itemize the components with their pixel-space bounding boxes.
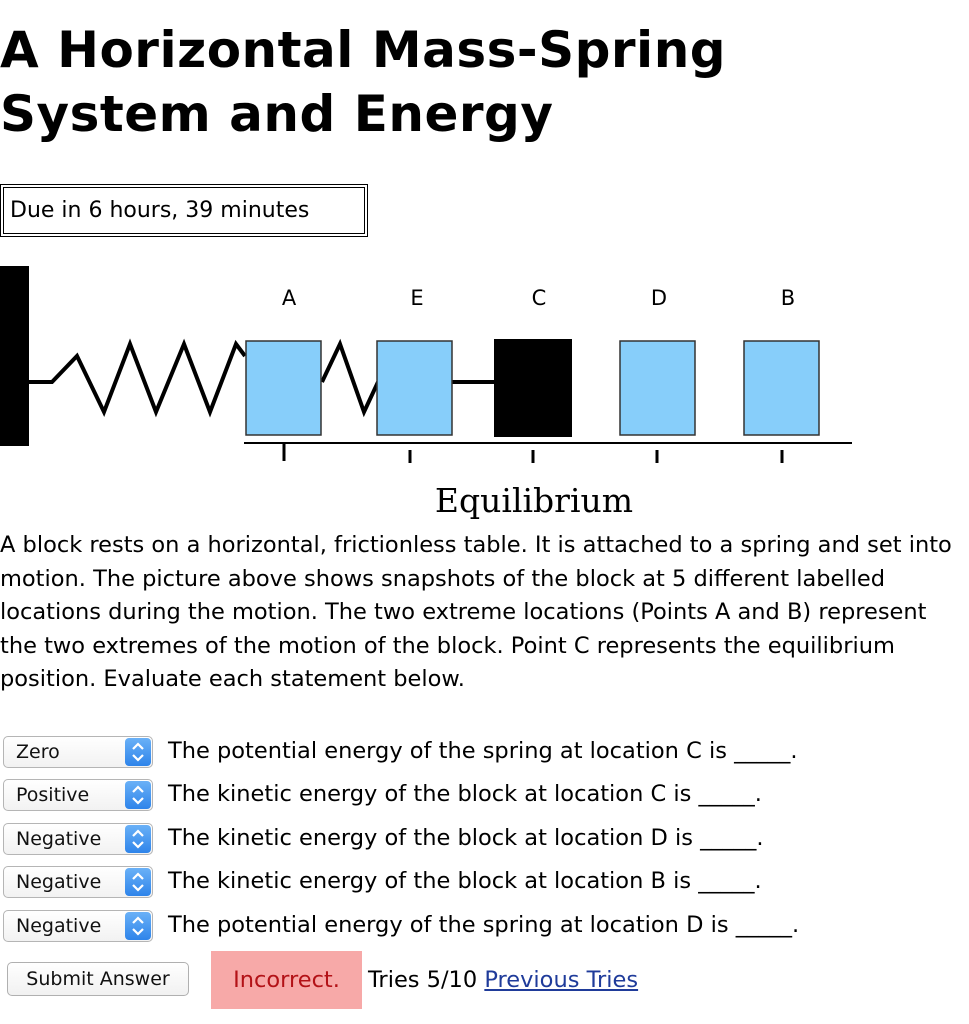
statement-row [0, 779, 960, 815]
answer-select[interactable] [3, 910, 153, 942]
statement-row [0, 866, 960, 902]
select-value: Negative [16, 915, 102, 937]
block-d [620, 341, 695, 435]
result-badge: Incorrect. [211, 951, 362, 1009]
label-d: D [650, 286, 668, 310]
mass-spring-diagram [0, 264, 860, 524]
statement-row [0, 823, 960, 859]
answer-select[interactable] [3, 866, 153, 898]
answer-select[interactable] [3, 779, 153, 811]
title-line-2: System and Energy [0, 85, 554, 143]
spring-segment [322, 344, 378, 412]
statement-text: The potential energy of the spring at location C is _____. [168, 738, 798, 764]
wall [0, 266, 29, 446]
statement-row [0, 910, 960, 946]
tries-info [368, 963, 638, 997]
due-date-box [0, 184, 368, 237]
label-b: B [780, 286, 796, 310]
select-arrows-icon[interactable] [125, 912, 151, 940]
select-arrows-icon[interactable] [125, 781, 151, 809]
due-date-text: Due in 6 hours, 39 minutes [3, 187, 365, 234]
tries-count: Tries 5/10 [368, 967, 478, 993]
select-value: Positive [16, 784, 90, 806]
submit-answer-button[interactable]: Submit Answer [7, 962, 189, 996]
question-prompt: A block rests on a horizontal, frictionless table. It is attached to a spring and set into motion. The picture above shows snapshots of the block at 5 different labelled locations during the motion. The two extreme locations (Points A and B) represent the two extremes of the motion of the block. Point C represents the equilibrium position. Evaluate each statement below. [0, 532, 952, 693]
block-a [246, 341, 321, 435]
answer-select[interactable] [3, 736, 153, 768]
block-e [377, 341, 452, 435]
label-c: C [531, 286, 547, 310]
label-e: E [410, 286, 424, 310]
previous-tries-link[interactable]: Previous Tries [484, 967, 639, 993]
title-line-1: A Horizontal Mass-Spring [0, 21, 727, 79]
statement-text: The potential energy of the spring at location D is _____. [168, 912, 800, 938]
statement-text: The kinetic energy of the block at location B is _____. [168, 868, 762, 894]
select-value: Negative [16, 871, 102, 893]
select-value: Negative [16, 828, 102, 850]
select-arrows-icon[interactable] [125, 825, 151, 853]
statement-row [0, 736, 960, 772]
label-a: A [281, 286, 297, 310]
answer-select[interactable] [3, 823, 153, 855]
block-c [494, 339, 572, 437]
page-title [0, 18, 960, 146]
statement-text: The kinetic energy of the block at location C is _____. [168, 781, 762, 807]
equilibrium-label: Equilibrium [434, 481, 634, 520]
spring-to-block-a [29, 344, 245, 412]
select-value: Zero [16, 741, 60, 763]
block-b [744, 341, 819, 435]
statement-text: The kinetic energy of the block at location D is _____. [168, 825, 764, 851]
select-arrows-icon[interactable] [125, 738, 151, 766]
select-arrows-icon[interactable] [125, 868, 151, 896]
